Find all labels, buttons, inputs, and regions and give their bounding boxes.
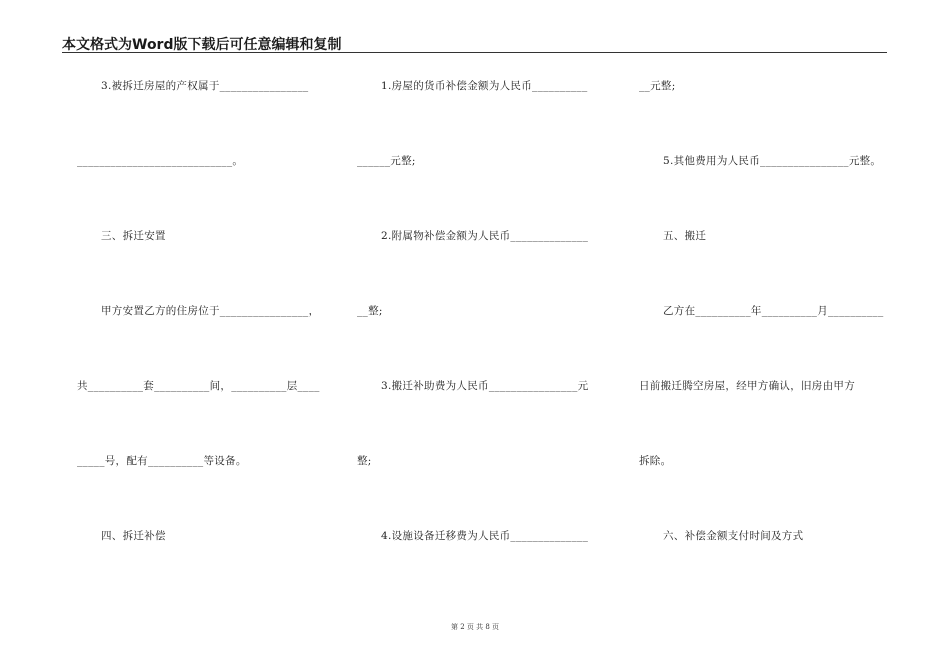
middle-line-3: 2.附属物补偿金额为人民币______________ [381,230,589,242]
right-line-4: 乙方在__________年__________月__________ [663,305,884,317]
right-line-6: 拆除。 [639,455,672,467]
left-line-2: ____________________________。 [77,155,244,167]
right-line-1: __元整; [639,80,676,92]
middle-line-1: 1.房屋的货币补偿金额为人民币__________ [381,80,588,92]
left-heading-compensation: 四、拆迁补偿 [101,530,166,542]
left-heading-relocation: 三、拆迁安置 [101,230,166,242]
page-header-title: 本文格式为Word版下载后可任意编辑和复制 [62,37,342,53]
left-line-6: _____号，配有__________等设备。 [77,455,247,467]
left-line-4: 甲方安置乙方的住房位于________________， [101,305,320,317]
page-footer-indicator: 第 2 页 共 8 页 [450,623,500,631]
right-line-5: 日前搬迁腾空房屋，经甲方确认，旧房由甲方 [639,380,855,392]
middle-line-5: 3.搬迁补助费为人民币________________元 [381,380,589,392]
right-heading-moving: 五、搬迁 [663,230,707,242]
middle-line-7: 4.设施设备迁移费为人民币______________ [381,530,589,542]
header-divider [62,52,887,53]
middle-line-6: 整; [357,455,372,467]
right-heading-payment: 六、补偿金额支付时间及方式 [663,530,804,542]
middle-line-4: __整; [357,305,383,317]
middle-line-2: ______元整; [357,155,416,167]
left-line-1: 3.被拆迁房屋的产权属于________________ [101,80,309,92]
left-line-5: 共__________套__________间，__________层____ [77,380,320,392]
right-line-2: 5.其他费用为人民币________________元整。 [663,155,882,167]
